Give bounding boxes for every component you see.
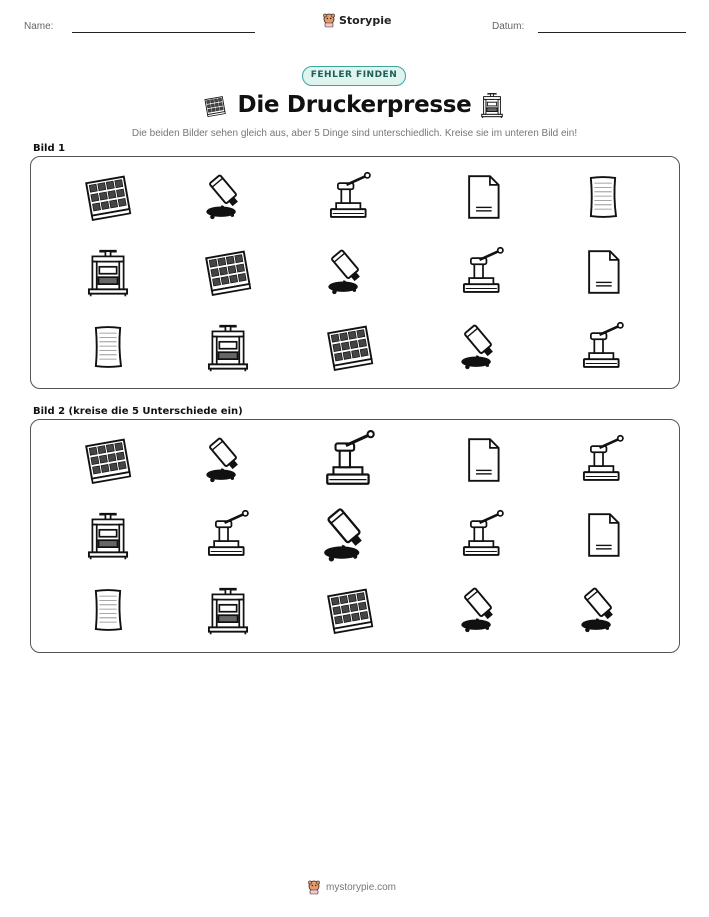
ink-tube-icon: [457, 321, 509, 373]
type-block-icon: [202, 246, 254, 298]
hand-press-icon[interactable]: [577, 434, 629, 486]
storypie-logo: [322, 13, 391, 28]
ink-tube-icon: [202, 171, 254, 223]
paper-sheet-icon: [82, 321, 134, 373]
screw-press-icon: [478, 89, 506, 121]
date-line[interactable]: [538, 32, 686, 33]
screw-press-icon: [202, 321, 254, 373]
type-block-icon: [324, 321, 376, 373]
screw-press-icon[interactable]: [202, 584, 254, 636]
picture2-panel[interactable]: [30, 419, 680, 653]
type-block-icon[interactable]: [82, 434, 134, 486]
ink-tube-icon[interactable]: [457, 584, 509, 636]
picture1-label: Bild 1: [33, 143, 66, 154]
blank-page-icon[interactable]: [457, 434, 509, 486]
screw-press-icon: [82, 246, 134, 298]
footer-url: mystorypie.com: [326, 882, 397, 893]
ink-tube-icon[interactable]: [577, 584, 629, 636]
storypie-mascot-icon: [307, 880, 321, 895]
screw-press-icon[interactable]: [82, 509, 134, 561]
picture2-label: Bild 2 (kreise die 5 Unterschiede ein): [33, 406, 243, 417]
hand-press-icon[interactable]: [457, 509, 509, 561]
ink-tube-icon: [324, 246, 376, 298]
date-label: Datum:: [492, 21, 525, 32]
instructions: Die beiden Bilder sehen gleich aus, aber 5 Dinge sind unterschiedlich. Kreise sie im unteren Bild ein!: [131, 128, 578, 139]
hand-press-icon: [324, 171, 376, 223]
blank-page-icon: [577, 246, 629, 298]
brand-name: Storypie: [339, 14, 392, 27]
name-label: Name:: [24, 21, 54, 32]
blank-page-icon: [457, 171, 509, 223]
name-line[interactable]: [72, 32, 255, 33]
hand-press-icon[interactable]: [319, 429, 381, 491]
page-title: Die Druckerpresse: [237, 92, 472, 118]
hand-press-icon[interactable]: [202, 509, 254, 561]
blank-page-icon[interactable]: [577, 509, 629, 561]
hand-press-icon: [457, 246, 509, 298]
footer: [307, 880, 396, 895]
storypie-mascot-icon: [322, 13, 336, 28]
type-block-icon[interactable]: [324, 584, 376, 636]
ink-tube-icon[interactable]: [202, 434, 254, 486]
ink-tube-icon[interactable]: [319, 504, 381, 566]
category-badge: FEHLER FINDEN: [302, 66, 406, 86]
type-block-icon: [82, 171, 134, 223]
picture1-panel: [30, 156, 680, 389]
paper-sheet-icon[interactable]: [82, 584, 134, 636]
paper-sheet-icon: [577, 171, 629, 223]
hand-press-icon: [577, 321, 629, 373]
